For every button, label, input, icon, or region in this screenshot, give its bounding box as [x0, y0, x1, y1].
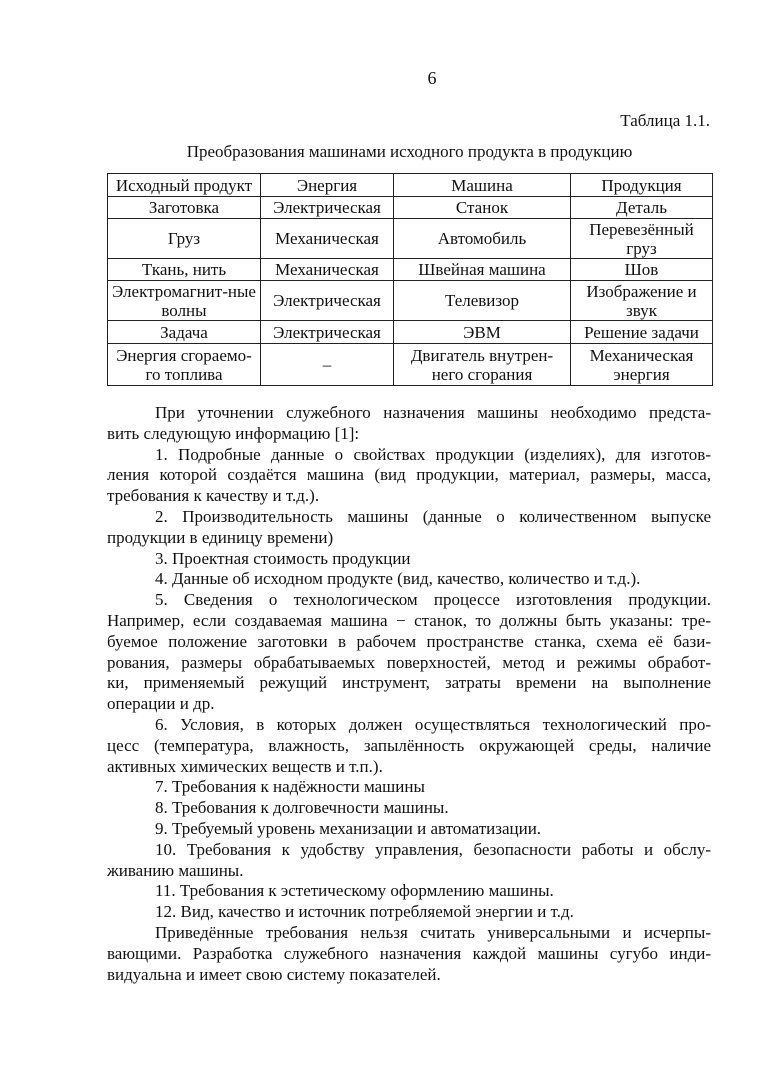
text-line: 6. Условия, в которых должен осуществляться технологический про- [155, 714, 711, 734]
table-row [108, 197, 713, 219]
table-cell: Станок [394, 197, 571, 219]
table-cell: Перевезённый груз [571, 219, 713, 259]
text-line: 2. Производительность машины (данные о количественном выпуске [155, 506, 711, 526]
paragraph [107, 798, 711, 819]
table-cell: Швейная машина [394, 259, 571, 281]
paragraph [107, 923, 711, 985]
paragraph [107, 840, 711, 882]
page-number: 6 [427, 68, 437, 88]
text-line: рования, размеры обрабатываемых поверхностей, метод и режимы обработ- [107, 652, 711, 672]
paragraph [107, 569, 711, 590]
paragraph [107, 881, 711, 902]
paragraph [107, 819, 711, 840]
text-line: 8. Требования к долговечности машины. [155, 798, 449, 818]
table-cell: Электрическая [261, 281, 394, 321]
text-line: продукции в единицу времени) [107, 527, 334, 547]
table-cell: Продукция [571, 174, 713, 197]
table-cell: Электрическая [261, 321, 394, 344]
table-cell: Автомобиль [394, 219, 571, 259]
text-line: Например, если создаваемая машина − станок, то должны быть указаны: тре- [107, 610, 711, 630]
table-header-row [108, 174, 713, 197]
table-cell: Груз [108, 219, 261, 259]
text-line: цесс (температура, влажность, запылённость окружающей среды, наличие [107, 735, 711, 755]
text-line: При уточнении служебного назначения машины необходимо предста- [155, 403, 711, 422]
table-row [108, 219, 713, 259]
paragraph [107, 445, 711, 507]
table-cell: Энергия сгораемо-го топлива [108, 344, 261, 386]
table-cell: Машина [394, 174, 571, 197]
text-line: ки, применяемый режущий инструмент, затраты времени на выполнение [107, 673, 711, 693]
table-cell: Механическая [261, 219, 394, 259]
table-caption: Преобразования машинами исходного продукта в продукцию [186, 142, 633, 161]
table-cell: Исходный продукт [108, 174, 261, 197]
paragraph [107, 715, 711, 777]
paragraph [107, 549, 711, 570]
paragraph [107, 777, 711, 798]
table-cell: – [261, 344, 394, 386]
table-cell: Телевизор [394, 281, 571, 321]
text-line: видуальна и имеет свою систему показателей. [107, 964, 441, 984]
paragraph [107, 403, 711, 445]
text-line: 12. Вид, качество и источник потребляемой энергии и т.д. [155, 902, 574, 922]
conversion-table [107, 173, 713, 386]
text-line: вающими. Разработка служебного назначения каждой машины сугубо инди- [107, 943, 711, 963]
table-cell: Энергия [261, 174, 394, 197]
paragraph [107, 507, 711, 549]
text-line: 1. Подробные данные о свойствах продукции (изделиях), для изготов- [155, 444, 711, 464]
paragraph [107, 590, 711, 715]
body-text [107, 403, 711, 985]
paragraph [107, 902, 711, 923]
text-line: операции и др. [107, 694, 215, 714]
table-cell: Деталь [571, 197, 713, 219]
text-line: активных химических веществ и т.п.). [107, 756, 383, 776]
table-cell: Механическая энергия [571, 344, 713, 386]
text-line: 9. Требуемый уровень механизации и автоматизации. [155, 818, 542, 838]
text-line: 3. Проектная стоимость продукции [155, 548, 411, 568]
text-line: живанию машины. [107, 860, 244, 880]
text-line: буемое положение заготовки в рабочем пространстве станка, схема её бази- [107, 631, 711, 651]
text-line: требования к качеству и т.д.). [107, 486, 320, 506]
text-line: 10. Требования к удобству управления, безопасности работы и обслу- [155, 839, 711, 859]
table-cell: Шов [571, 259, 713, 281]
table-cell: Электромагнит-ные волны [108, 281, 261, 321]
table-row [108, 281, 713, 321]
table-cell: Изображение и звук [571, 281, 713, 321]
table-cell: Ткань, нить [108, 259, 261, 281]
text-line: 5. Сведения о технологическом процессе изготовления продукции. [155, 590, 711, 610]
table-cell: Решение задачи [571, 321, 713, 344]
text-line: вить следующую информацию [1]: [107, 423, 360, 443]
table-cell: Заготовка [108, 197, 261, 219]
text-line: 11. Требования к эстетическому оформлению машины. [155, 881, 554, 901]
table-cell: ЭВМ [394, 321, 571, 344]
text-line: ления которой создаётся машина (вид продукции, материал, размеры, масса, [107, 465, 711, 485]
table-row [108, 344, 713, 386]
table-cell: Механическая [261, 259, 394, 281]
text-line: 4. Данные об исходном продукте (вид, качество, количество и т.д.). [155, 569, 641, 589]
table-row [108, 259, 713, 281]
text-line: Приведённые требования нельзя считать универсальными и исчерпы- [155, 922, 711, 942]
table-cell: Двигатель внутрен-него сгорания [394, 344, 571, 386]
table-cell: Задача [108, 321, 261, 344]
table-row [108, 321, 713, 344]
table-cell: Электрическая [261, 197, 394, 219]
table-label: Таблица 1.1. [620, 111, 710, 130]
text-line: 7. Требования к надёжности машины [155, 777, 425, 797]
